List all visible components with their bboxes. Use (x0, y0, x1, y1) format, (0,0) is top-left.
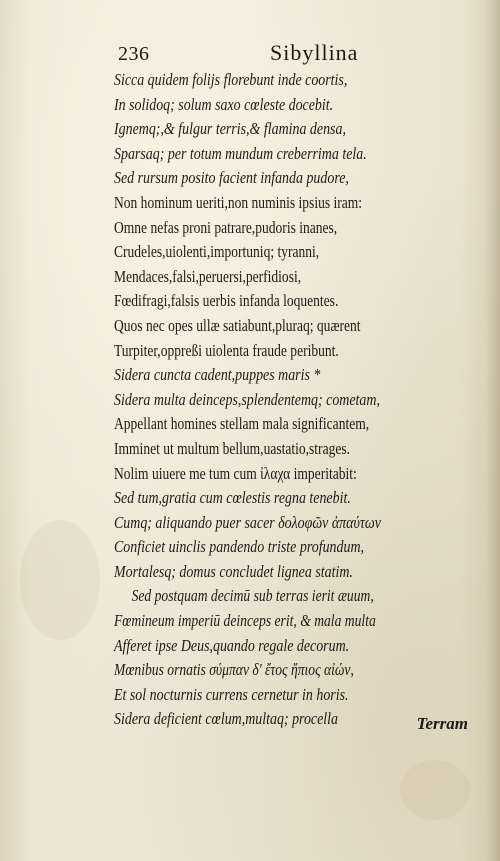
verse-line: Ignemq;,& fulgur terris,& flamina densa, (114, 119, 346, 139)
verse-line: Quos nec opes ullæ satiabunt,pluraq; quærent (114, 315, 361, 335)
verse-line: In solidoq; solum saxo cœleste docebit. (114, 94, 334, 114)
page-number: 236 (118, 43, 150, 65)
paper-stain (20, 520, 100, 640)
paper-stain (400, 760, 470, 820)
catchword: Terram (416, 714, 468, 733)
verse-line: Sed postquam decimū sub terras ierit æuum, (131, 586, 374, 606)
verse-line: Non hominum ueriti,non numinis ipsius iram: (114, 192, 363, 212)
verse-line: Sicca quidem folijs florebunt inde coortis, (114, 70, 348, 89)
verse-line: Omne nefas proni patrare,pudoris inanes, (114, 217, 338, 237)
verse-line: Turpiter,oppreßi uiolenta fraude peribunt. (114, 340, 339, 360)
verse-line: Conficiet uinclis pandendo triste profundum, (114, 537, 365, 557)
verse-line: Sidera cuncta cadent,puppes maris * (114, 365, 321, 385)
verse-line: Nolim uiuere me tum cum ἰλαχα imperitabit: (114, 463, 357, 483)
verse-line: Cumq; aliquando puer sacer δολοφῶν ἀπαύτων (114, 512, 381, 532)
verse-line: Mendaces,falsi,peruersi,perfidiosi, (114, 266, 302, 286)
verse-line: Afferet ipse Deus,quando regale decorum. (114, 635, 350, 655)
verse-line: Mœnibus ornatis σύμπαν δ' ἔτος ἤπιος αἰών, (114, 660, 354, 680)
verse-line: Crudeles,uiolenti,importuniq; tyranni, (114, 242, 320, 262)
verse-line: Mortalesq; domus concludet lignea statim. (114, 561, 353, 581)
running-title: Sibyllina (270, 40, 359, 65)
verse-line: Et sol nocturnis currens cernetur in horis. (114, 684, 349, 704)
verse-line: Imminet ut multum bellum,uastatio,strages. (114, 438, 350, 458)
verse-line: Fœmineum imperiū deinceps erit, & mala multa (114, 611, 376, 631)
verse-line: Sparsaq; per totum mundum creberrima tela. (114, 143, 367, 163)
page-edge-shadow (486, 0, 500, 861)
verse-line: Sed rursum posito facient infanda pudore, (114, 168, 349, 188)
verse-text-block (114, 68, 464, 732)
verse-line: Sidera multa deinceps,splendentemq; cometam, (114, 389, 380, 409)
verse-line: Fœdifragi,falsis uerbis infanda loquentes. (114, 291, 339, 311)
verse-line: Sed tum,gratia cum cœlestis regna tenebit. (114, 488, 351, 508)
verse-line: Appellant homines stellam mala significantem, (114, 414, 370, 434)
verse-line: Sidera deficient cœlum,multaq; procella (114, 709, 339, 729)
